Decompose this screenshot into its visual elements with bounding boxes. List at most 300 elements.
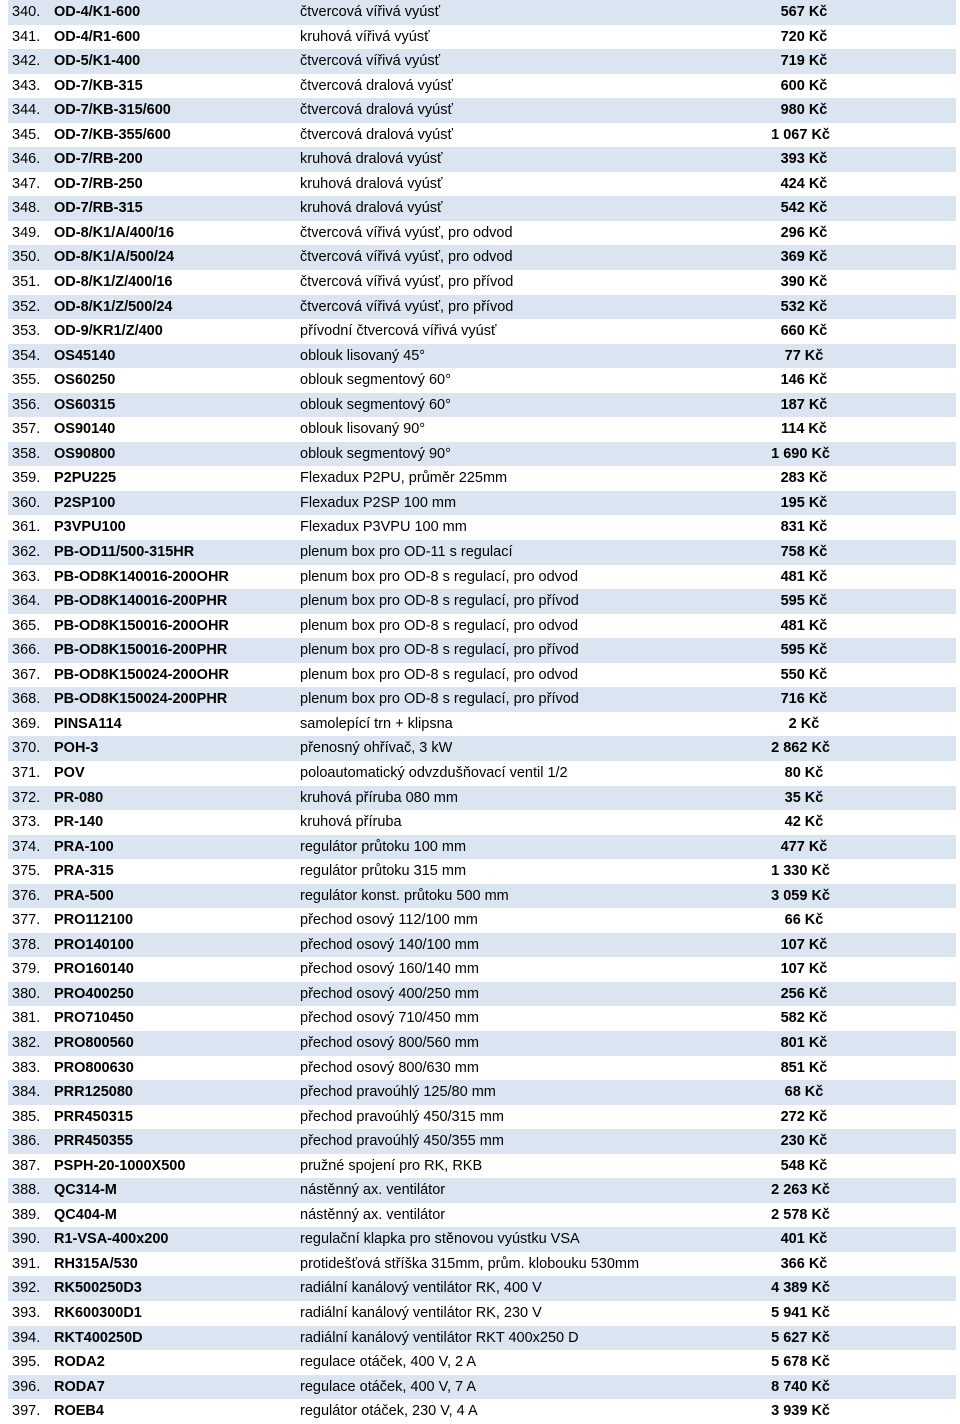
product-description: přechod osový 140/100 mm	[300, 936, 479, 953]
product-code: OD-9/KR1/Z/400	[54, 323, 163, 340]
product-price: 719 Kč	[780, 53, 828, 70]
row-spacer	[830, 98, 956, 123]
table-row	[8, 1154, 956, 1179]
row-number: 383.	[12, 1059, 41, 1076]
table-row	[8, 1252, 956, 1277]
row-spacer	[830, 614, 956, 639]
product-description: přechod osový 800/560 mm	[300, 1034, 479, 1051]
product-code: PRA-500	[54, 887, 114, 904]
product-description: čtvercová vířivá vyúsť, pro odvod	[300, 224, 513, 241]
product-code: PRO800560	[54, 1034, 134, 1051]
product-description: nástěnný ax. ventilátor	[300, 1182, 446, 1199]
product-price-cell	[770, 663, 830, 688]
row-number: 350.	[12, 249, 41, 266]
table-row	[8, 957, 956, 982]
product-description: nástěnný ax. ventilátor	[300, 1206, 446, 1223]
product-description: regulační klapka pro stěnovou vyústku VSA	[300, 1231, 580, 1248]
row-spacer	[830, 1350, 956, 1375]
row-spacer	[830, 1399, 956, 1424]
product-price: 68 Kč	[784, 1084, 824, 1101]
row-spacer	[830, 884, 956, 909]
product-description: přechod pravoúhlý 125/80 mm	[300, 1084, 496, 1101]
row-number: 349.	[12, 224, 41, 241]
table-row	[8, 196, 956, 221]
row-spacer	[830, 221, 956, 246]
product-price-cell	[770, 957, 830, 982]
price-list-table	[8, 0, 956, 1424]
row-spacer	[830, 123, 956, 148]
product-price: 35 Kč	[784, 789, 824, 806]
product-price-cell	[770, 565, 830, 590]
product-code: P3VPU100	[54, 519, 126, 536]
row-spacer	[830, 687, 956, 712]
row-number: 370.	[12, 740, 41, 757]
product-price: 3 939 Kč	[771, 1403, 830, 1420]
product-code: PB-OD11/500-315HR	[54, 544, 195, 561]
product-price: 5 941 Kč	[771, 1304, 830, 1321]
product-price: 146 Kč	[780, 372, 828, 389]
table-row	[8, 123, 956, 148]
row-spacer	[830, 761, 956, 786]
product-description: oblouk lisovaný 90°	[300, 421, 426, 438]
row-number: 373.	[12, 814, 41, 831]
product-price-cell	[770, 1252, 830, 1277]
product-code: PRR450315	[54, 1108, 133, 1125]
row-spacer	[830, 589, 956, 614]
table-row	[8, 565, 956, 590]
product-price: 5 678 Kč	[771, 1354, 830, 1371]
row-number: 342.	[12, 53, 41, 70]
product-price-cell	[770, 1399, 830, 1424]
product-price: 481 Kč	[780, 617, 828, 634]
table-row	[8, 270, 956, 295]
product-description: radiální kanálový ventilátor RK, 230 V	[300, 1304, 542, 1321]
product-code: PB-OD8K150024-200PHR	[54, 691, 228, 708]
product-description: plenum box pro OD-8 s regulací, pro přívod	[300, 593, 579, 610]
product-code: RODA2	[54, 1354, 105, 1371]
row-spacer	[830, 1375, 956, 1400]
row-number: 380.	[12, 985, 41, 1002]
product-code: OD-4/R1-600	[54, 28, 141, 45]
product-price: 230 Kč	[780, 1133, 828, 1150]
product-price: 595 Kč	[780, 593, 828, 610]
product-price-cell	[770, 196, 830, 221]
product-price: 4 389 Kč	[771, 1280, 830, 1297]
row-spacer	[830, 1178, 956, 1203]
product-price: 1 330 Kč	[771, 863, 830, 880]
table-row	[8, 1129, 956, 1154]
product-description: plenum box pro OD-8 s regulací, pro přívod	[300, 691, 579, 708]
row-number: 340.	[12, 4, 41, 20]
product-price-cell	[770, 1203, 830, 1228]
product-price: 8 740 Kč	[771, 1378, 830, 1395]
product-price-cell	[770, 221, 830, 246]
table-row	[8, 393, 956, 418]
table-row	[8, 589, 956, 614]
product-description: plenum box pro OD-11 s regulací	[300, 544, 513, 561]
row-spacer	[830, 1301, 956, 1326]
product-price-cell	[770, 295, 830, 320]
product-code: PRO800630	[54, 1059, 134, 1076]
product-price: 481 Kč	[780, 568, 828, 585]
row-spacer	[830, 663, 956, 688]
row-spacer	[830, 74, 956, 99]
product-code: OS60315	[54, 396, 116, 413]
product-code: PB-OD8K140016-200OHR	[54, 568, 229, 585]
product-description: plenum box pro OD-8 s regulací, pro odvod	[300, 666, 579, 683]
product-price-cell	[770, 859, 830, 884]
product-price-cell	[770, 1080, 830, 1105]
row-number: 396.	[12, 1378, 41, 1395]
product-description: oblouk segmentový 60°	[300, 396, 451, 413]
price-list-body	[8, 0, 956, 1424]
product-price-cell	[770, 884, 830, 909]
product-description: kruhová dralová vyúsť	[300, 151, 443, 168]
product-price: 600 Kč	[780, 77, 828, 94]
product-description: Flexadux P2SP 100 mm	[300, 494, 457, 511]
row-number: 381.	[12, 1010, 41, 1027]
product-code: PSPH-20-1000X500	[54, 1157, 186, 1174]
product-code: ROEB4	[54, 1403, 104, 1420]
row-number: 352.	[12, 298, 41, 315]
row-spacer	[830, 810, 956, 835]
product-price-cell	[770, 933, 830, 958]
row-spacer	[830, 270, 956, 295]
product-description: přenosný ohřívač, 3 kW	[300, 740, 453, 757]
row-number: 390.	[12, 1231, 41, 1248]
product-price: 720 Kč	[780, 28, 828, 45]
row-number: 346.	[12, 151, 41, 168]
row-number: 365.	[12, 617, 41, 634]
product-code: PR-080	[54, 789, 104, 806]
row-number: 345.	[12, 126, 41, 143]
product-code: POV	[54, 764, 85, 781]
product-code: RODA7	[54, 1378, 105, 1395]
product-description: čtvercová dralová vyúsť	[300, 126, 453, 143]
product-price: 758 Kč	[780, 544, 828, 561]
row-number: 378.	[12, 936, 41, 953]
row-spacer	[830, 491, 956, 516]
product-description: přechod pravoúhlý 450/315 mm	[300, 1108, 504, 1125]
product-price: 851 Kč	[780, 1059, 828, 1076]
table-row	[8, 1375, 956, 1400]
row-number: 375.	[12, 863, 41, 880]
product-price-cell	[770, 1326, 830, 1351]
product-code: RKT400250D	[54, 1329, 143, 1346]
product-price-cell	[770, 1129, 830, 1154]
table-row	[8, 1031, 956, 1056]
table-row	[8, 835, 956, 860]
row-number: 376.	[12, 887, 41, 904]
row-number: 395.	[12, 1354, 41, 1371]
row-number: 354.	[12, 347, 41, 364]
product-description: přechod osový 112/100 mm	[300, 912, 478, 929]
product-description: plenum box pro OD-8 s regulací, pro přívod	[300, 642, 579, 659]
product-description: Flexadux P3VPU 100 mm	[300, 519, 467, 536]
row-number: 368.	[12, 691, 41, 708]
product-description: čtvercová dralová vyúsť	[300, 77, 453, 94]
row-number: 348.	[12, 200, 41, 217]
product-price: 296 Kč	[780, 224, 828, 241]
row-number: 359.	[12, 470, 41, 487]
product-price: 107 Kč	[780, 961, 828, 978]
table-row	[8, 1276, 956, 1301]
product-price: 390 Kč	[780, 274, 828, 291]
row-spacer	[830, 466, 956, 491]
product-code: PB-OD8K140016-200PHR	[54, 593, 228, 610]
row-spacer	[830, 0, 956, 25]
row-number: 363.	[12, 568, 41, 585]
product-price: 393 Kč	[780, 151, 828, 168]
row-number: 387.	[12, 1157, 41, 1174]
product-code: OD-7/RB-250	[54, 175, 143, 192]
row-spacer	[830, 344, 956, 369]
product-code: POH-3	[54, 740, 99, 757]
row-spacer	[830, 368, 956, 393]
product-code: PRO400250	[54, 985, 134, 1002]
row-spacer	[830, 417, 956, 442]
row-spacer	[830, 859, 956, 884]
row-number: 358.	[12, 445, 41, 462]
product-code: PB-OD8K150024-200OHR	[54, 666, 229, 683]
row-spacer	[830, 515, 956, 540]
table-row	[8, 49, 956, 74]
product-description: poloautomatický odvzdušňovací ventil 1/2	[300, 764, 568, 781]
table-row	[8, 663, 956, 688]
product-price: 831 Kč	[780, 519, 828, 536]
table-row	[8, 1399, 956, 1424]
product-price: 424 Kč	[780, 175, 828, 192]
product-description: oblouk segmentový 60°	[300, 372, 451, 389]
product-price-cell	[770, 982, 830, 1007]
product-code: PR-140	[54, 814, 104, 831]
product-description: radiální kanálový ventilátor RK, 400 V	[300, 1280, 542, 1297]
row-spacer	[830, 295, 956, 320]
product-price-cell	[770, 123, 830, 148]
product-description: přívodní čtvercová vířivá vyúsť	[300, 323, 497, 340]
product-price-cell	[770, 1301, 830, 1326]
product-price: 187 Kč	[780, 396, 828, 413]
product-code: RK600300D1	[54, 1304, 142, 1321]
product-price-cell	[770, 147, 830, 172]
product-price: 1 067 Kč	[771, 126, 830, 143]
row-number: 361.	[12, 519, 41, 536]
product-price: 107 Kč	[780, 936, 828, 953]
table-row	[8, 295, 956, 320]
row-spacer	[830, 1276, 956, 1301]
product-price-cell	[770, 344, 830, 369]
row-number: 362.	[12, 544, 41, 561]
row-spacer	[830, 835, 956, 860]
row-number: 397.	[12, 1403, 41, 1420]
product-price-cell	[770, 1350, 830, 1375]
product-price: 477 Kč	[780, 838, 828, 855]
row-number: 385.	[12, 1108, 41, 1125]
product-description: regulace otáček, 400 V, 7 A	[300, 1378, 477, 1395]
row-number: 374.	[12, 838, 41, 855]
product-price-cell	[770, 810, 830, 835]
table-row	[8, 147, 956, 172]
row-spacer	[830, 540, 956, 565]
table-row	[8, 810, 956, 835]
row-spacer	[830, 49, 956, 74]
product-code: OD-8/K1/Z/500/24	[54, 298, 173, 315]
product-code: PRA-100	[54, 838, 114, 855]
product-description: čtvercová vířivá vyúsť, pro odvod	[300, 249, 513, 266]
table-row	[8, 417, 956, 442]
row-spacer	[830, 1227, 956, 1252]
row-number: 367.	[12, 666, 41, 683]
row-number: 372.	[12, 789, 41, 806]
product-price: 980 Kč	[780, 102, 828, 119]
product-price: 801 Kč	[780, 1034, 828, 1051]
table-row	[8, 245, 956, 270]
product-description: přechod osový 400/250 mm	[300, 985, 479, 1002]
product-price: 660 Kč	[780, 323, 828, 340]
product-code: OS45140	[54, 347, 116, 364]
row-number: 392.	[12, 1280, 41, 1297]
product-description: čtvercová vířivá vyúsť	[300, 4, 441, 20]
product-code: PRA-315	[54, 863, 114, 880]
product-description: kruhová příruba	[300, 814, 402, 831]
table-row	[8, 982, 956, 1007]
product-code: QC314-M	[54, 1182, 117, 1199]
table-row	[8, 442, 956, 467]
row-spacer	[830, 638, 956, 663]
row-number: 341.	[12, 28, 41, 45]
product-price-cell	[770, 1056, 830, 1081]
table-row	[8, 933, 956, 958]
product-code: OS90800	[54, 445, 116, 462]
product-price-cell	[770, 442, 830, 467]
row-spacer	[830, 933, 956, 958]
table-row	[8, 491, 956, 516]
product-price: 5 627 Kč	[771, 1329, 830, 1346]
product-price-cell	[770, 270, 830, 295]
table-row	[8, 1203, 956, 1228]
row-number: 343.	[12, 77, 41, 94]
table-row	[8, 761, 956, 786]
product-code: QC404-M	[54, 1206, 117, 1223]
row-spacer	[830, 1105, 956, 1130]
table-row	[8, 1178, 956, 1203]
product-code: OD-4/K1-600	[54, 4, 141, 20]
row-number: 356.	[12, 396, 41, 413]
product-price: 272 Kč	[780, 1108, 828, 1125]
product-price-cell	[770, 761, 830, 786]
row-spacer	[830, 1326, 956, 1351]
product-price: 716 Kč	[780, 691, 828, 708]
product-description: přechod osový 160/140 mm	[300, 961, 479, 978]
product-price-cell	[770, 98, 830, 123]
product-price-cell	[770, 589, 830, 614]
product-price-cell	[770, 1178, 830, 1203]
row-spacer	[830, 196, 956, 221]
product-code: OD-7/KB-315	[54, 77, 143, 94]
product-code: OD-5/K1-400	[54, 53, 141, 70]
product-description: čtvercová vířivá vyúsť, pro přívod	[300, 298, 514, 315]
row-number: 353.	[12, 323, 41, 340]
product-price-cell	[770, 491, 830, 516]
product-description: regulace otáček, 400 V, 2 A	[300, 1354, 477, 1371]
product-price-cell	[770, 417, 830, 442]
row-number: 379.	[12, 961, 41, 978]
product-code: OD-7/KB-315/600	[54, 102, 171, 119]
row-spacer	[830, 786, 956, 811]
product-description: samolepící trn + klipsna	[300, 715, 453, 732]
product-description: plenum box pro OD-8 s regulací, pro odvod	[300, 568, 579, 585]
product-price: 256 Kč	[780, 985, 828, 1002]
product-price-cell	[770, 1031, 830, 1056]
row-number: 355.	[12, 372, 41, 389]
row-spacer	[830, 908, 956, 933]
product-price: 2 Kč	[788, 715, 820, 732]
table-row	[8, 1326, 956, 1351]
product-price-cell	[770, 1006, 830, 1031]
product-price-cell	[770, 172, 830, 197]
row-spacer	[830, 245, 956, 270]
product-price-cell	[770, 687, 830, 712]
product-code: PB-OD8K150016-200PHR	[54, 642, 228, 659]
table-row	[8, 515, 956, 540]
product-price: 66 Kč	[784, 912, 824, 929]
product-price-cell	[770, 25, 830, 50]
row-number: 366.	[12, 642, 41, 659]
product-price-cell	[770, 1154, 830, 1179]
product-price-cell	[770, 786, 830, 811]
row-number: 377.	[12, 912, 41, 929]
table-row	[8, 736, 956, 761]
row-spacer	[830, 319, 956, 344]
row-number: 389.	[12, 1206, 41, 1223]
table-row	[8, 712, 956, 737]
product-description: kruhová dralová vyúsť	[300, 200, 443, 217]
row-spacer	[830, 172, 956, 197]
product-code: OS60250	[54, 372, 116, 389]
row-number: 360.	[12, 494, 41, 511]
product-price-cell	[770, 49, 830, 74]
table-row	[8, 0, 956, 25]
product-code: OD-8/K1/Z/400/16	[54, 274, 173, 291]
product-price: 542 Kč	[780, 200, 828, 217]
product-code: R1-VSA-400x200	[54, 1231, 169, 1248]
table-row	[8, 74, 956, 99]
product-price-cell	[770, 736, 830, 761]
product-price-cell	[770, 466, 830, 491]
product-description: čtvercová vířivá vyúsť	[300, 53, 441, 70]
product-price: 595 Kč	[780, 642, 828, 659]
table-row	[8, 344, 956, 369]
product-price-cell	[770, 368, 830, 393]
product-price-cell	[770, 319, 830, 344]
product-description: protidešťová stříška 315mm, prům. klobouku 530mm	[300, 1255, 640, 1272]
product-price-cell	[770, 908, 830, 933]
product-code: PRO140100	[54, 936, 134, 953]
row-spacer	[830, 1031, 956, 1056]
product-description: Flexadux P2PU, průměr 225mm	[300, 470, 508, 487]
product-code: P2SP100	[54, 494, 116, 511]
product-price: 582 Kč	[780, 1010, 828, 1027]
product-price-cell	[770, 1105, 830, 1130]
table-row	[8, 221, 956, 246]
row-spacer	[830, 25, 956, 50]
row-spacer	[830, 565, 956, 590]
table-row	[8, 319, 956, 344]
table-row	[8, 884, 956, 909]
product-price: 2 578 Kč	[771, 1206, 830, 1223]
row-number: 371.	[12, 764, 41, 781]
product-code: PRO112100	[54, 912, 134, 929]
